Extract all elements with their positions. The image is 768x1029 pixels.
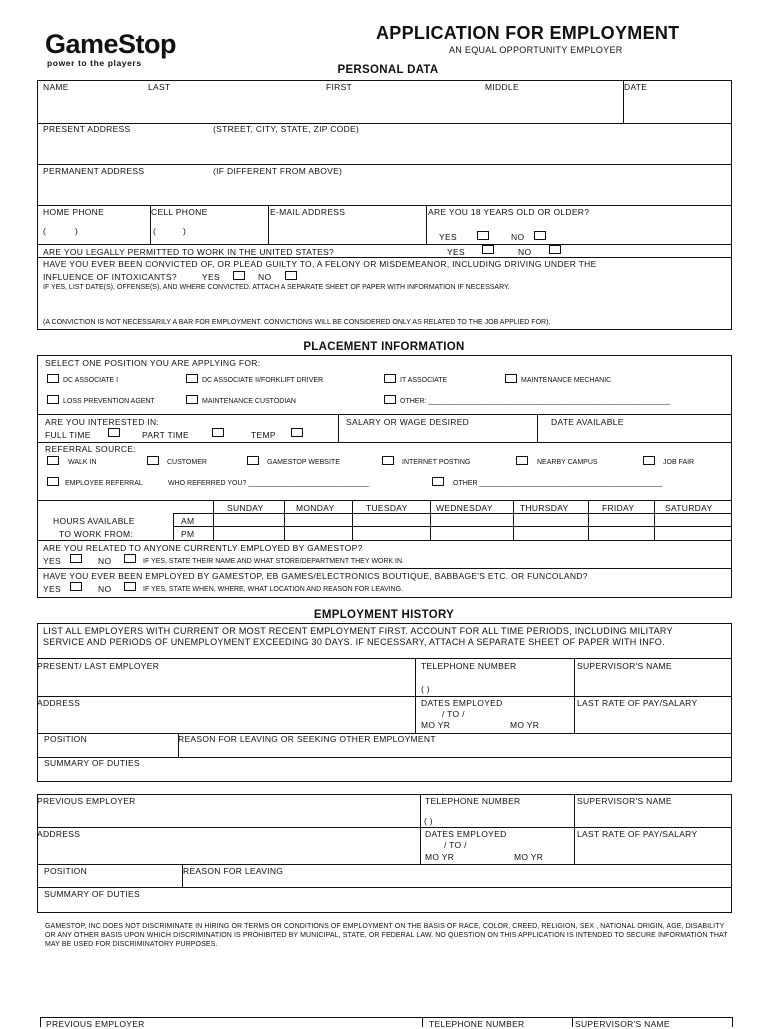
employed-no-label: NO xyxy=(98,584,112,594)
employed-yes-label: YES xyxy=(43,584,61,594)
permanent-address-label: PERMANENT ADDRESS xyxy=(43,166,145,176)
employer-1-dates-label: DATES EMPLOYED xyxy=(421,698,503,708)
it-associate-checkbox[interactable] xyxy=(384,374,396,383)
day-tuesday: TUESDAY xyxy=(366,503,408,513)
history-heading: EMPLOYMENT HISTORY xyxy=(313,609,455,621)
gamestop-website-checkbox[interactable] xyxy=(247,456,259,465)
job-fair-label: JOB FAIR xyxy=(663,459,695,466)
dc-associate-ii-checkbox[interactable] xyxy=(186,374,198,383)
next-telephone-label: TELEPHONE NUMBER xyxy=(429,1019,525,1029)
other-position-label: OTHER: ______________________________________________________________ xyxy=(400,398,670,405)
temp-checkbox[interactable] xyxy=(291,428,303,437)
employer-1-address-label: ADDRESS xyxy=(37,698,81,708)
employer-2-last-rate-label: LAST RATE OF PAY/SALARY xyxy=(577,829,698,839)
previous-employer-label: PREVIOUS EMPLOYER xyxy=(37,796,136,806)
form-title: APPLICATION FOR EMPLOYMENT xyxy=(376,23,680,43)
maintenance-mechanic-label: MAINTENANCE MECHANIC xyxy=(521,377,612,384)
eeo-disclaimer: GAMESTOP, INC DOES NOT DISCRIMINATE IN HIRING OR TERMS OR CONDITIONS OF EMPLOYMENT ON THE BASIS OF RACE, COLOR, CREED, RELIGION, SEX , NATIONAL ORIGIN, AGE, DISABILITY OR ANY OTHER BASIS UPON WHICH DISCRIMINATION IS PROHIBITED BY MUNICIPAL, STATE, OR FEDERAL LAW. NO QUESTION ON THIS APPLICATION IS INTENDED TO SECURE INFORMATION THAT MAY BE USED FOR DISCRIMINATORY PURPOSES. xyxy=(45,923,728,948)
position-select-label: SELECT ONE POSITION YOU ARE APPLYING FOR: xyxy=(45,358,261,368)
email-field[interactable] xyxy=(272,218,422,242)
age-yes-label: YES xyxy=(439,232,457,242)
next-previous-employer-label: PREVIOUS EMPLOYER xyxy=(46,1019,145,1029)
who-referred-label: WHO REFERRED YOU? _______________________________ xyxy=(168,480,370,487)
employed-note: IF YES, STATE WHEN, WHERE, WHAT LOCATION AND REASON FOR LEAVING. xyxy=(143,586,404,593)
age-question: ARE YOU 18 YEARS OLD OR OLDER? xyxy=(428,207,590,217)
loss-prevention-checkbox[interactable] xyxy=(47,395,59,404)
day-friday: FRIDAY xyxy=(602,503,635,513)
employed-no-checkbox[interactable] xyxy=(124,582,136,591)
employer-2-summary-label: SUMMARY OF DUTIES xyxy=(44,889,140,899)
other-referral-checkbox[interactable] xyxy=(432,477,444,486)
date-available-field[interactable] xyxy=(541,428,727,440)
middle-name-label: MIDDLE xyxy=(485,82,519,92)
permanent-address-hint: (IF DIFFERENT FROM ABOVE) xyxy=(213,166,343,176)
part-time-checkbox[interactable] xyxy=(212,428,224,437)
cell-phone-field[interactable] xyxy=(153,218,264,242)
related-no-label: NO xyxy=(98,556,112,566)
next-supervisor-label: SUPERVISOR'S NAME xyxy=(575,1019,670,1029)
day-wednesday: WEDNESDAY xyxy=(436,503,493,513)
temp-label: TEMP xyxy=(251,430,276,440)
form-subtitle: AN EQUAL OPPORTUNITY EMPLOYER xyxy=(449,45,623,55)
other-position-checkbox[interactable] xyxy=(384,395,396,404)
maintenance-custodian-checkbox[interactable] xyxy=(186,395,198,404)
walk-in-label: WALK IN xyxy=(68,459,97,466)
full-time-checkbox[interactable] xyxy=(108,428,120,437)
cell-phone-label: CELL PHONE xyxy=(151,207,208,217)
employer-2-telephone-paren: ( ) xyxy=(424,816,433,826)
customer-checkbox[interactable] xyxy=(147,456,159,465)
placement-heading: PLACEMENT INFORMATION xyxy=(303,341,465,353)
employer-2-mo-yr-start: MO YR xyxy=(425,852,455,862)
present-address-hint: (STREET, CITY, STATE, ZIP CODE) xyxy=(213,124,360,134)
employer-1-position-label: POSITION xyxy=(44,734,88,744)
date-field[interactable] xyxy=(626,94,728,120)
home-phone-field[interactable] xyxy=(40,218,146,242)
home-phone-paren-open: ( xyxy=(43,226,47,236)
age-yes-checkbox[interactable] xyxy=(477,231,489,240)
conviction-question: HAVE YOU EVER BEEN CONVICTED OF, OR PLEAD GUILTY TO, A FELONY OR MISDEMEANOR, INCLUDING DRIVING UNDER THE xyxy=(43,259,597,269)
name-label: NAME xyxy=(43,82,69,92)
it-associate-label: IT ASSOCIATE xyxy=(400,377,448,384)
cell-phone-paren-close: ) xyxy=(183,226,187,236)
salary-label: SALARY OR WAGE DESIRED xyxy=(346,417,470,427)
maintenance-mechanic-checkbox[interactable] xyxy=(505,374,517,383)
employer-2-mo-yr-end: MO YR xyxy=(514,852,544,862)
present-address-label: PRESENT ADDRESS xyxy=(43,124,131,134)
conviction-question-2: INFLUENCE OF INTOXICANTS? xyxy=(43,272,177,282)
salary-field[interactable] xyxy=(342,428,534,440)
present-employer-label: PRESENT/ LAST EMPLOYER xyxy=(37,661,160,671)
dc-associate-i-label: DC ASSOCIATE I xyxy=(63,377,119,384)
permit-no-checkbox[interactable] xyxy=(549,245,561,254)
related-question: ARE YOU RELATED TO ANYONE CURRENTLY EMPLOYED BY GAMESTOP? xyxy=(43,543,363,553)
employer-1-supervisor-label: SUPERVISOR'S NAME xyxy=(577,661,672,671)
employer-1-summary-field[interactable] xyxy=(40,768,728,780)
employer-2-address-field[interactable] xyxy=(40,840,417,862)
dc-associate-ii-label: DC ASSOCIATE II/FORKLIFT DRIVER xyxy=(202,377,324,384)
employer-1-telephone-label: TELEPHONE NUMBER xyxy=(421,661,517,671)
name-field[interactable] xyxy=(40,94,620,120)
gamestop-website-label: GAMESTOP WEBSITE xyxy=(267,459,340,466)
employer-2-dates-label: DATES EMPLOYED xyxy=(425,829,507,839)
home-phone-label: HOME PHONE xyxy=(43,207,105,217)
previous-employer-field[interactable] xyxy=(40,807,417,825)
last-name-label: LAST xyxy=(148,82,171,92)
full-time-label: FULL TIME xyxy=(45,430,91,440)
related-yes-checkbox[interactable] xyxy=(70,554,82,563)
employer-2-summary-field[interactable] xyxy=(40,899,728,911)
employed-yes-checkbox[interactable] xyxy=(70,582,82,591)
permit-no-label: NO xyxy=(518,247,532,257)
day-sunday: SUNDAY xyxy=(227,503,264,513)
employed-question: HAVE YOU EVER BEEN EMPLOYED BY GAMESTOP, EB GAMES/ELECTRONICS BOUTIQUE, BABBAGE'S ETC. OR FUNCOLAND? xyxy=(43,571,588,581)
internet-posting-checkbox[interactable] xyxy=(382,456,394,465)
date-label: DATE xyxy=(624,82,648,92)
employer-1-telephone-paren: ( ) xyxy=(421,684,430,694)
interested-label: ARE YOU INTERESTED IN: xyxy=(45,417,160,427)
home-phone-paren-close: ) xyxy=(75,226,79,236)
employer-1-address-field[interactable] xyxy=(40,710,412,730)
employer-1-reason-label: REASON FOR LEAVING OR SEEKING OTHER EMPLOYMENT xyxy=(178,734,436,744)
employer-2-to-line: / TO / xyxy=(444,840,467,850)
logo-tagline: power to the players xyxy=(47,58,142,68)
present-employer-field[interactable] xyxy=(40,673,412,693)
employer-2-address-label: ADDRESS xyxy=(37,829,81,839)
nearby-campus-checkbox[interactable] xyxy=(516,456,528,465)
walk-in-checkbox[interactable] xyxy=(47,456,59,465)
employer-2-telephone-label: TELEPHONE NUMBER xyxy=(425,796,521,806)
employer-1-mo-yr-end: MO YR xyxy=(510,720,540,730)
history-intro-2: SERVICE AND PERIODS OF UNEMPLOYMENT EXCEEDING 30 DAYS. IF NECESSARY, ATTACH A SEPARATE SHEET OF PAPER WITH INFO. xyxy=(43,637,665,647)
conviction-details-field[interactable] xyxy=(40,294,728,316)
conviction-no-checkbox[interactable] xyxy=(285,271,297,280)
referral-label: REFERRAL SOURCE: xyxy=(45,444,136,454)
other-referral-label: OTHER _______________________________________________ xyxy=(453,480,663,487)
age-no-checkbox[interactable] xyxy=(534,231,546,240)
conviction-disclaimer: (A CONVICTION IS NOT NECESSARILY A BAR FOR EMPLOYMENT. CONVICTIONS WILL BE CONSIDERED ONLY AS RELATED TO THE JOB APPLIED FOR). xyxy=(43,319,551,326)
first-name-label: FIRST xyxy=(326,82,353,92)
gamestop-logo xyxy=(45,30,176,68)
day-monday: MONDAY xyxy=(296,503,335,513)
present-address-field[interactable] xyxy=(40,136,728,162)
employee-referral-label: EMPLOYEE REFERRAL xyxy=(65,480,143,487)
day-saturday: SATURDAY xyxy=(665,503,713,513)
conviction-yes-checkbox[interactable] xyxy=(233,271,245,280)
related-yes-label: YES xyxy=(43,556,61,566)
related-no-checkbox[interactable] xyxy=(124,554,136,563)
cell-phone-paren-open: ( xyxy=(153,226,157,236)
employer-2-supervisor-label: SUPERVISOR'S NAME xyxy=(577,796,672,806)
day-thursday: THURSDAY xyxy=(520,503,569,513)
logo-wordmark: GameStop xyxy=(45,29,177,59)
employer-1-last-rate-label: LAST RATE OF PAY/SALARY xyxy=(577,698,698,708)
hours-available-label: HOURS AVAILABLE xyxy=(53,516,135,526)
conviction-yes-label: YES xyxy=(202,272,220,282)
employer-1-summary-label: SUMMARY OF DUTIES xyxy=(44,758,140,768)
customer-label: CUSTOMER xyxy=(167,459,207,466)
pm-label: PM xyxy=(181,529,195,539)
age-no-label: NO xyxy=(511,232,525,242)
permit-question: ARE YOU LEGALLY PERMITTED TO WORK IN THE UNITED STATES? xyxy=(43,247,335,257)
dc-associate-i-checkbox[interactable] xyxy=(47,374,59,383)
permanent-address-field[interactable] xyxy=(40,178,728,203)
job-fair-checkbox[interactable] xyxy=(643,456,655,465)
employer-1-to-line: / TO / xyxy=(442,709,465,719)
employer-1-mo-yr-start: MO YR xyxy=(421,720,451,730)
date-available-label: DATE AVAILABLE xyxy=(551,417,624,427)
part-time-label: PART TIME xyxy=(142,430,189,440)
conviction-no-label: NO xyxy=(258,272,272,282)
hours-work-from-label: TO WORK FROM: xyxy=(59,529,134,539)
history-intro-1: LIST ALL EMPLOYERS WITH CURRENT OR MOST RECENT EMPLOYMENT FIRST. ACCOUNT FOR ALL TIME PERIODS, INCLUDING MILITARY xyxy=(43,626,673,636)
permit-yes-label: YES xyxy=(447,247,465,257)
nearby-campus-label: NEARBY CAMPUS xyxy=(537,459,598,466)
conviction-note: IF YES, LIST DATE(S), OFFENSE(S), AND WHERE CONVICTED. ATTACH A SEPARATE SHEET OF PAPER WITH INFORMATION IF NECESSARY. xyxy=(43,284,510,291)
maintenance-custodian-label: MAINTENANCE CUSTODIAN xyxy=(202,398,296,405)
employer-2-reason-label: REASON FOR LEAVING xyxy=(183,866,284,876)
employer-2-position-label: POSITION xyxy=(44,866,88,876)
permit-yes-checkbox[interactable] xyxy=(482,245,494,254)
employee-referral-checkbox[interactable] xyxy=(47,477,59,486)
loss-prevention-label: LOSS PREVENTION AGENT xyxy=(63,398,155,405)
related-note: IF YES, STATE THEIR NAME AND WHAT STORE/DEPARTMENT THEY WORK IN. xyxy=(143,558,404,565)
email-label: E-MAIL ADDRESS xyxy=(270,207,346,217)
am-label: AM xyxy=(181,516,195,526)
personal-data-heading: PERSONAL DATA xyxy=(337,64,439,76)
internet-posting-label: INTERNET POSTING xyxy=(402,459,471,466)
